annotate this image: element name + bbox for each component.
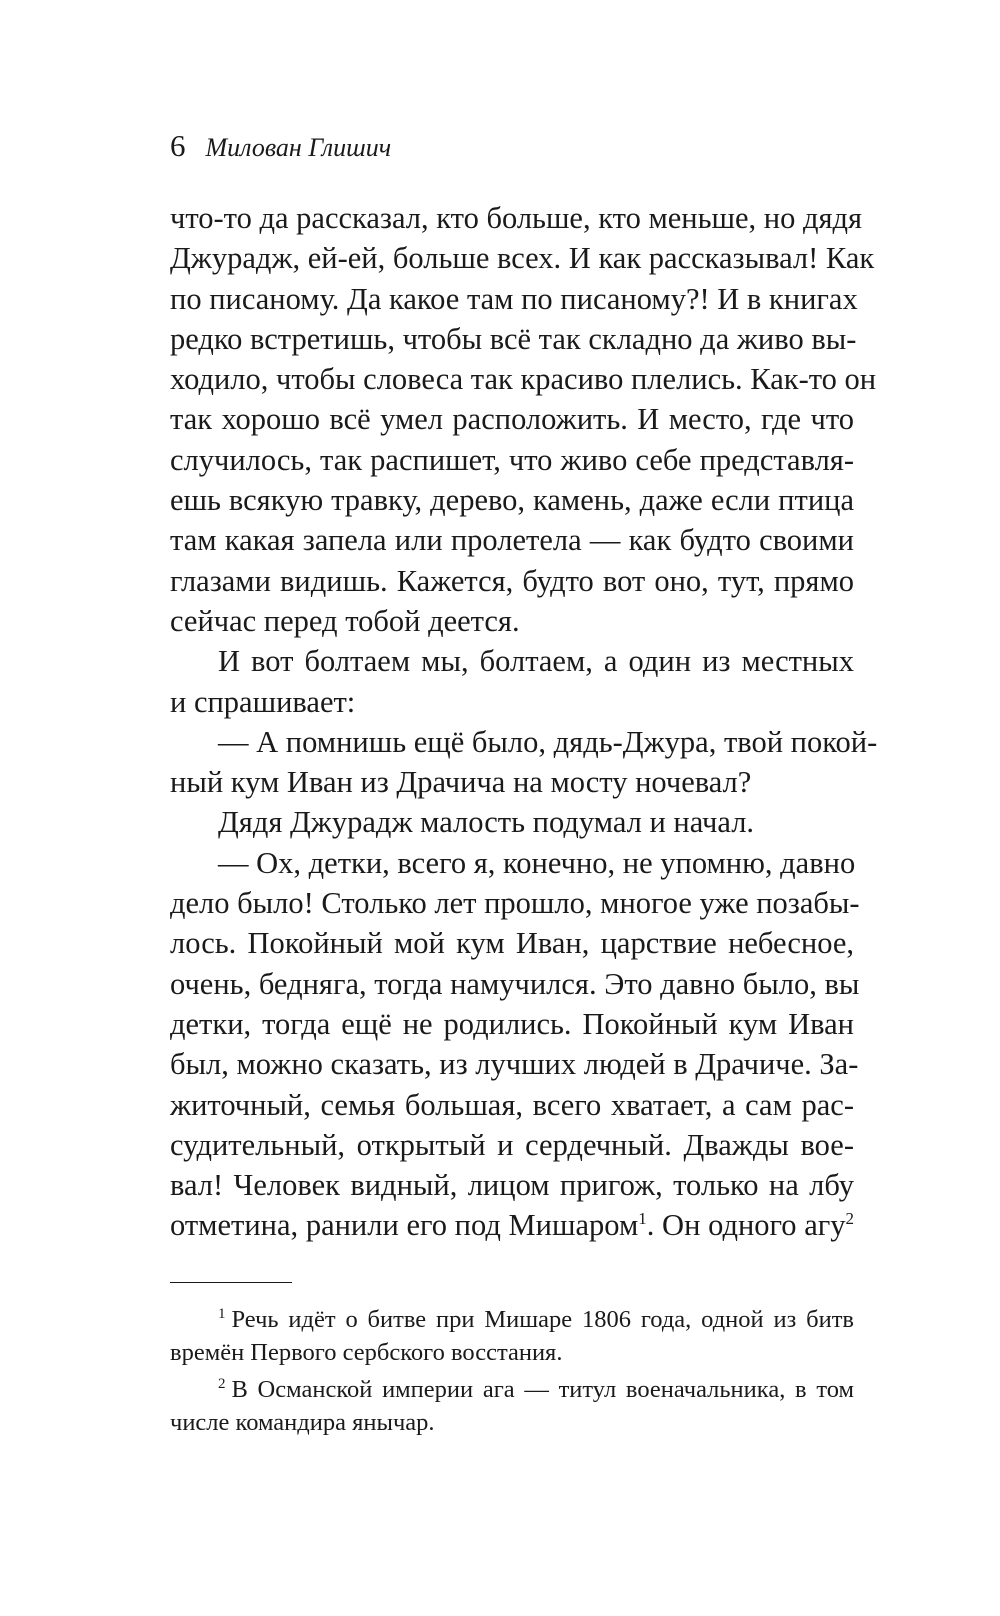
text-line: дело было! Столько лет прошло, многое уже позабы-: [170, 886, 860, 921]
text-line: редко встретишь, чтобы всё так складно да живо вы-: [170, 321, 857, 356]
text-line: что-то да рассказал, кто больше, кто меньше, но дядя: [170, 201, 863, 235]
text-line: по писаному. Да какое там по писаному?! И в книгах: [170, 281, 858, 316]
text-line: глазами видишь. Кажется, будто вот оно, тут, прямо: [170, 563, 854, 598]
text-line: был, можно сказать, из лучших людей в Драчиче. За-: [170, 1047, 859, 1082]
text-line: там какая запела или пролетела — как будто своими: [170, 523, 854, 558]
text-line: лось. Покойный мой кум Иван, царствие небесное,: [170, 926, 854, 961]
page-number: 6: [170, 128, 186, 163]
text-line: случилось, так распишет, что живо себе представля-: [170, 442, 854, 477]
paragraph-end-line: и спрашивает:: [170, 684, 356, 719]
text-line: детки, тогда ещё не родились. Покойный кум Иван: [170, 1006, 854, 1041]
text-line: так хорошо всё умел расположить. И место, где что: [170, 402, 854, 437]
author-name: Милован Глишич: [205, 133, 392, 162]
footnote-2-text: В Османской империи ага — титул военачальника, в том: [231, 1376, 854, 1403]
paragraph-end-line: сейчас перед тобой деется.: [170, 603, 520, 638]
text-line: житочный, семья большая, всего хватает, а сам рас-: [170, 1087, 854, 1122]
running-head: [170, 128, 391, 168]
footnotes: [170, 1303, 854, 1439]
dialogue-first-line: — Ох, детки, всего я, конечно, не упомню, давно: [218, 845, 856, 880]
footnote-1-line: времён Первого сербского восстания.: [170, 1339, 563, 1366]
footnote-1-mark: 1: [218, 1306, 226, 1322]
text-line: очень, бедняга, тогда намучился. Это давно было, вы: [170, 966, 860, 1001]
footnote-2-line: [170, 1373, 854, 1406]
text-line-with-footnote-refs: [170, 1205, 854, 1245]
footnote-2-mark: 2: [218, 1376, 226, 1392]
text-fragment: отметина, ранили его под Мишаром: [170, 1208, 639, 1243]
paragraph-end-line: ный кум Иван из Драчича на мосту ночевал?: [170, 765, 752, 800]
text-fragment: . Он одного агу: [646, 1208, 846, 1243]
paragraph-first-line: И вот болтаем мы, болтаем, а один из местных: [218, 644, 854, 679]
footnote-ref-1[interactable]: 1: [638, 1209, 647, 1229]
paragraph-single-line: Дядя Джурадж малость подумал и начал.: [218, 805, 755, 840]
dialogue-first-line: — А помнишь ещё было, дядь-Джура, твой покой-: [218, 724, 878, 759]
text-line: судительный, открытый и сердечный. Дважды вое-: [170, 1127, 854, 1162]
text-line: ходило, чтобы словеса так красиво плелись. Как-то он: [170, 362, 877, 397]
footnote-1-line: [170, 1303, 854, 1336]
footnote-divider: [170, 1282, 292, 1283]
footnote-1-text: Речь идёт о битве при Мишаре 1806 года, одной из битв: [231, 1306, 854, 1333]
text-line: вал! Человек видный, лицом пригож, только на лбу: [170, 1168, 854, 1203]
footnote-ref-2[interactable]: 2: [845, 1209, 854, 1229]
footnote-2-line: числе командира янычар.: [170, 1409, 435, 1436]
body-text: [170, 198, 878, 1246]
text-line: Джурадж, ей-ей, больше всех. И как рассказывал! Как: [170, 241, 875, 276]
text-line: ешь всякую травку, дерево, камень, даже если птица: [170, 483, 854, 518]
